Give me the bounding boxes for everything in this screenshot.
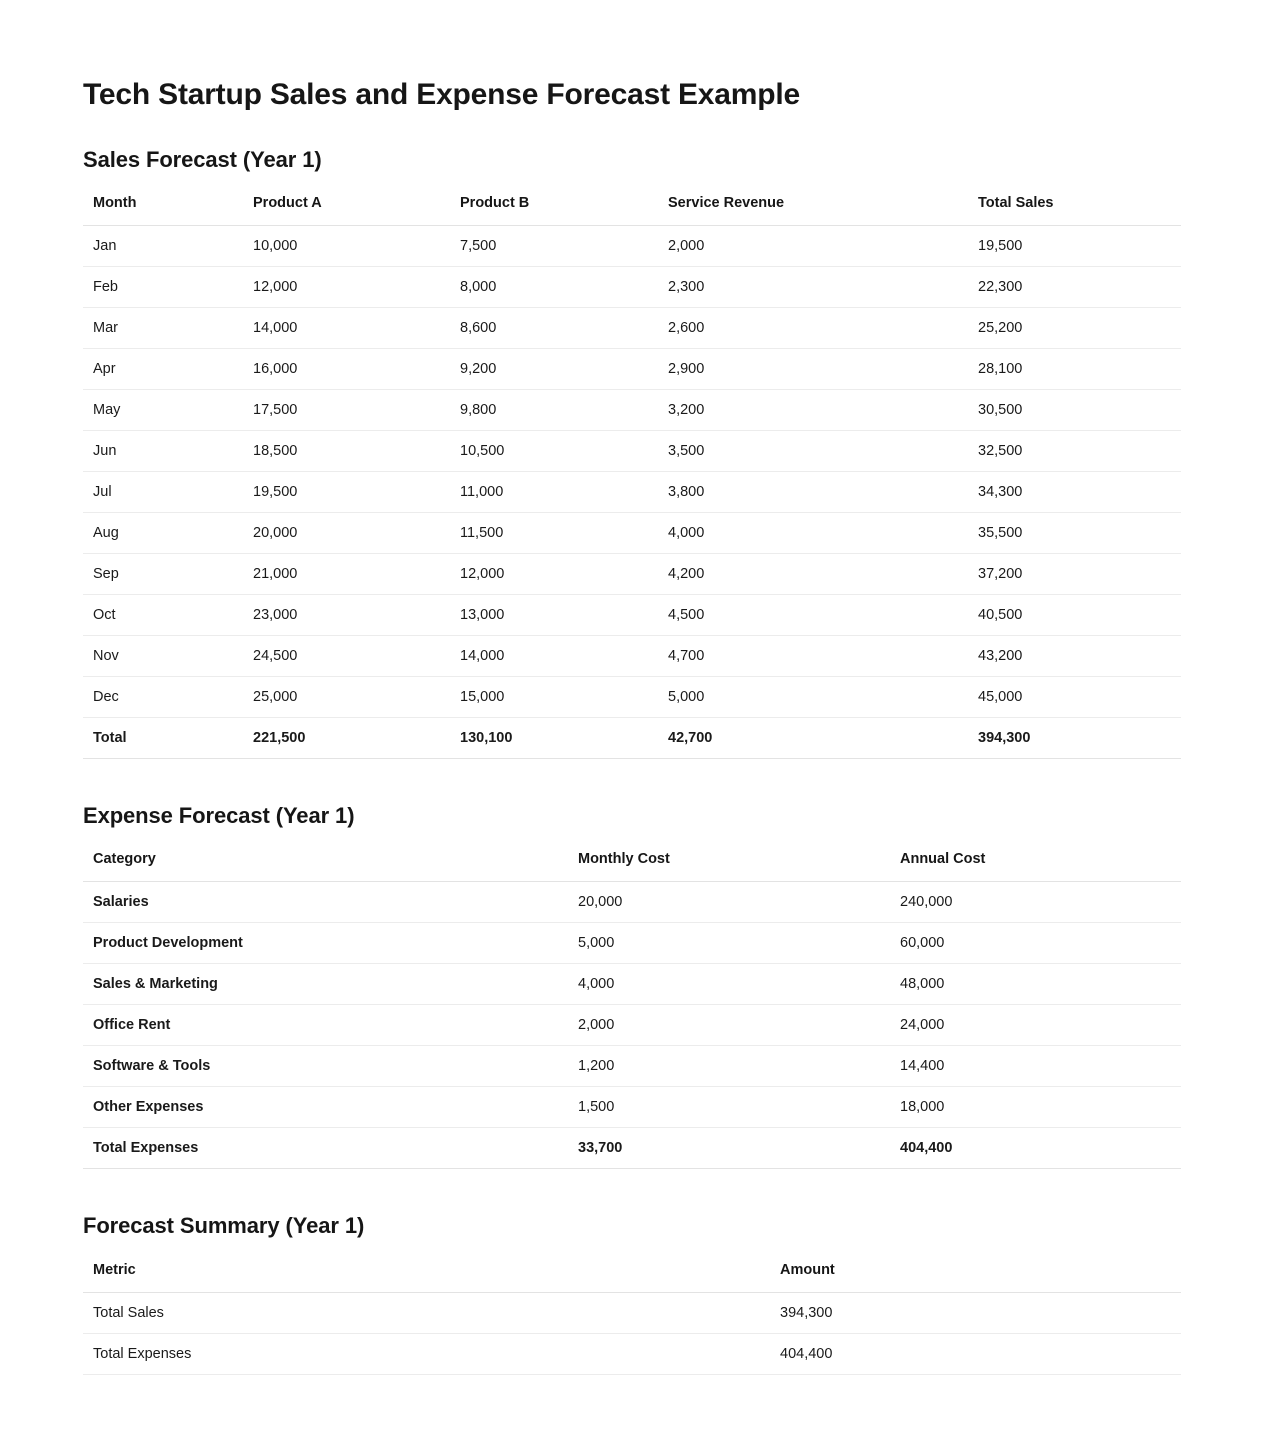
cell-service-revenue: 4,500 xyxy=(658,594,968,635)
cell-month: Oct xyxy=(83,594,243,635)
cell-product-a: 17,500 xyxy=(243,389,450,430)
sales-forecast-table xyxy=(83,195,1181,759)
table-row xyxy=(83,1087,1181,1128)
sales-table-body xyxy=(83,225,1181,758)
cell-metric: Total Expenses xyxy=(83,1333,770,1374)
expense-forecast-table xyxy=(83,851,1181,1169)
cell-total-sales: 34,300 xyxy=(968,471,1181,512)
cell-product-b: 13,000 xyxy=(450,594,658,635)
cell-product-b: 8,000 xyxy=(450,266,658,307)
cell-product-b: 7,500 xyxy=(450,225,658,266)
summary-table-body xyxy=(83,1292,1181,1374)
table-row xyxy=(83,389,1181,430)
column-header-amount: Amount xyxy=(770,1262,1181,1293)
column-header-product-a: Product A xyxy=(243,195,450,226)
cell-monthly-cost: 5,000 xyxy=(568,923,890,964)
table-row xyxy=(83,964,1181,1005)
cell-product-a: 14,000 xyxy=(243,307,450,348)
cell-monthly-cost: 1,500 xyxy=(568,1087,890,1128)
cell-product-b: 9,200 xyxy=(450,348,658,389)
column-header-metric: Metric xyxy=(83,1262,770,1293)
cell-category: Software & Tools xyxy=(83,1046,568,1087)
cell-total-sales: 32,500 xyxy=(968,430,1181,471)
cell-total-sales: 22,300 xyxy=(968,266,1181,307)
cell-month: Jul xyxy=(83,471,243,512)
cell-product-a: 25,000 xyxy=(243,676,450,717)
cell-category: Sales & Marketing xyxy=(83,964,568,1005)
column-header-month: Month xyxy=(83,195,243,226)
table-row xyxy=(83,1005,1181,1046)
cell-product-b: 8,600 xyxy=(450,307,658,348)
cell-product-a: 19,500 xyxy=(243,471,450,512)
cell-service-revenue: 2,900 xyxy=(658,348,968,389)
table-row xyxy=(83,348,1181,389)
cell-service-revenue: 5,000 xyxy=(658,676,968,717)
cell-product-a: 20,000 xyxy=(243,512,450,553)
cell-month: Mar xyxy=(83,307,243,348)
cell-total-product-a: 221,500 xyxy=(243,717,450,758)
cell-product-a: 23,000 xyxy=(243,594,450,635)
table-row xyxy=(83,676,1181,717)
cell-month: Jan xyxy=(83,225,243,266)
cell-total-sales: 30,500 xyxy=(968,389,1181,430)
cell-product-b: 14,000 xyxy=(450,635,658,676)
table-total-row xyxy=(83,1128,1181,1169)
cell-total-sales: 43,200 xyxy=(968,635,1181,676)
cell-total-service-revenue: 42,700 xyxy=(658,717,968,758)
cell-annual-cost: 18,000 xyxy=(890,1087,1181,1128)
table-header-row xyxy=(83,195,1181,226)
table-row xyxy=(83,1333,1181,1374)
cell-product-b: 12,000 xyxy=(450,553,658,594)
cell-total-product-b: 130,100 xyxy=(450,717,658,758)
cell-annual-cost: 14,400 xyxy=(890,1046,1181,1087)
cell-month: Jun xyxy=(83,430,243,471)
table-row xyxy=(83,1046,1181,1087)
cell-service-revenue: 3,800 xyxy=(658,471,968,512)
cell-service-revenue: 3,500 xyxy=(658,430,968,471)
cell-service-revenue: 2,600 xyxy=(658,307,968,348)
cell-product-a: 24,500 xyxy=(243,635,450,676)
cell-product-a: 21,000 xyxy=(243,553,450,594)
cell-month: Sep xyxy=(83,553,243,594)
table-row xyxy=(83,471,1181,512)
cell-total-monthly-cost: 33,700 xyxy=(568,1128,890,1169)
cell-month: Apr xyxy=(83,348,243,389)
cell-product-a: 10,000 xyxy=(243,225,450,266)
expense-table-body xyxy=(83,882,1181,1169)
cell-monthly-cost: 2,000 xyxy=(568,1005,890,1046)
cell-service-revenue: 2,000 xyxy=(658,225,968,266)
cell-service-revenue: 2,300 xyxy=(658,266,968,307)
cell-monthly-cost: 20,000 xyxy=(568,882,890,923)
cell-annual-cost: 60,000 xyxy=(890,923,1181,964)
column-header-total-sales: Total Sales xyxy=(968,195,1181,226)
cell-annual-cost: 24,000 xyxy=(890,1005,1181,1046)
cell-product-b: 9,800 xyxy=(450,389,658,430)
cell-service-revenue: 3,200 xyxy=(658,389,968,430)
column-header-category: Category xyxy=(83,851,568,882)
column-header-service-revenue: Service Revenue xyxy=(658,195,968,226)
cell-product-b: 11,500 xyxy=(450,512,658,553)
sales-forecast-heading: Sales Forecast (Year 1) xyxy=(83,146,322,172)
page-title: Tech Startup Sales and Expense Forecast Example xyxy=(83,78,800,111)
cell-total-sales: 37,200 xyxy=(968,553,1181,594)
table-header-row xyxy=(83,851,1181,882)
cell-amount: 404,400 xyxy=(770,1333,1181,1374)
table-row xyxy=(83,1292,1181,1333)
expense-forecast-section xyxy=(83,803,1183,1169)
table-row xyxy=(83,307,1181,348)
column-header-product-b: Product B xyxy=(450,195,658,226)
cell-monthly-cost: 4,000 xyxy=(568,964,890,1005)
table-total-row xyxy=(83,717,1181,758)
cell-total-sales: 35,500 xyxy=(968,512,1181,553)
table-row xyxy=(83,430,1181,471)
cell-category: Product Development xyxy=(83,923,568,964)
cell-total-total-sales: 394,300 xyxy=(968,717,1181,758)
cell-category: Salaries xyxy=(83,882,568,923)
cell-month: Dec xyxy=(83,676,243,717)
table-row xyxy=(83,266,1181,307)
table-row xyxy=(83,225,1181,266)
forecast-summary-table xyxy=(83,1262,1181,1375)
cell-total-label: Total Expenses xyxy=(83,1128,568,1169)
cell-total-annual-cost: 404,400 xyxy=(890,1128,1181,1169)
cell-product-b: 15,000 xyxy=(450,676,658,717)
cell-total-sales: 28,100 xyxy=(968,348,1181,389)
table-header-row xyxy=(83,1262,1181,1293)
column-header-annual-cost: Annual Cost xyxy=(890,851,1181,882)
cell-category: Other Expenses xyxy=(83,1087,568,1128)
forecast-summary-section xyxy=(83,1213,1183,1374)
cell-product-a: 12,000 xyxy=(243,266,450,307)
cell-amount: 394,300 xyxy=(770,1292,1181,1333)
column-header-monthly-cost: Monthly Cost xyxy=(568,851,890,882)
cell-month: Nov xyxy=(83,635,243,676)
cell-month: May xyxy=(83,389,243,430)
cell-category: Office Rent xyxy=(83,1005,568,1046)
cell-total-sales: 40,500 xyxy=(968,594,1181,635)
cell-total-sales: 25,200 xyxy=(968,307,1181,348)
table-row xyxy=(83,882,1181,923)
table-row xyxy=(83,553,1181,594)
cell-service-revenue: 4,700 xyxy=(658,635,968,676)
table-row xyxy=(83,594,1181,635)
cell-total-sales: 45,000 xyxy=(968,676,1181,717)
cell-product-a: 16,000 xyxy=(243,348,450,389)
table-row xyxy=(83,923,1181,964)
cell-service-revenue: 4,000 xyxy=(658,512,968,553)
table-row xyxy=(83,635,1181,676)
cell-product-a: 18,500 xyxy=(243,430,450,471)
cell-annual-cost: 48,000 xyxy=(890,964,1181,1005)
cell-service-revenue: 4,200 xyxy=(658,553,968,594)
cell-total-sales: 19,500 xyxy=(968,225,1181,266)
cell-annual-cost: 240,000 xyxy=(890,882,1181,923)
expense-forecast-heading: Expense Forecast (Year 1) xyxy=(83,802,355,828)
table-row xyxy=(83,512,1181,553)
cell-total-label: Total xyxy=(83,717,243,758)
cell-product-b: 11,000 xyxy=(450,471,658,512)
sales-forecast-section xyxy=(83,147,1183,759)
cell-product-b: 10,500 xyxy=(450,430,658,471)
cell-metric: Total Sales xyxy=(83,1292,770,1333)
cell-month: Aug xyxy=(83,512,243,553)
cell-month: Feb xyxy=(83,266,243,307)
cell-monthly-cost: 1,200 xyxy=(568,1046,890,1087)
forecast-summary-heading: Forecast Summary (Year 1) xyxy=(83,1213,365,1239)
